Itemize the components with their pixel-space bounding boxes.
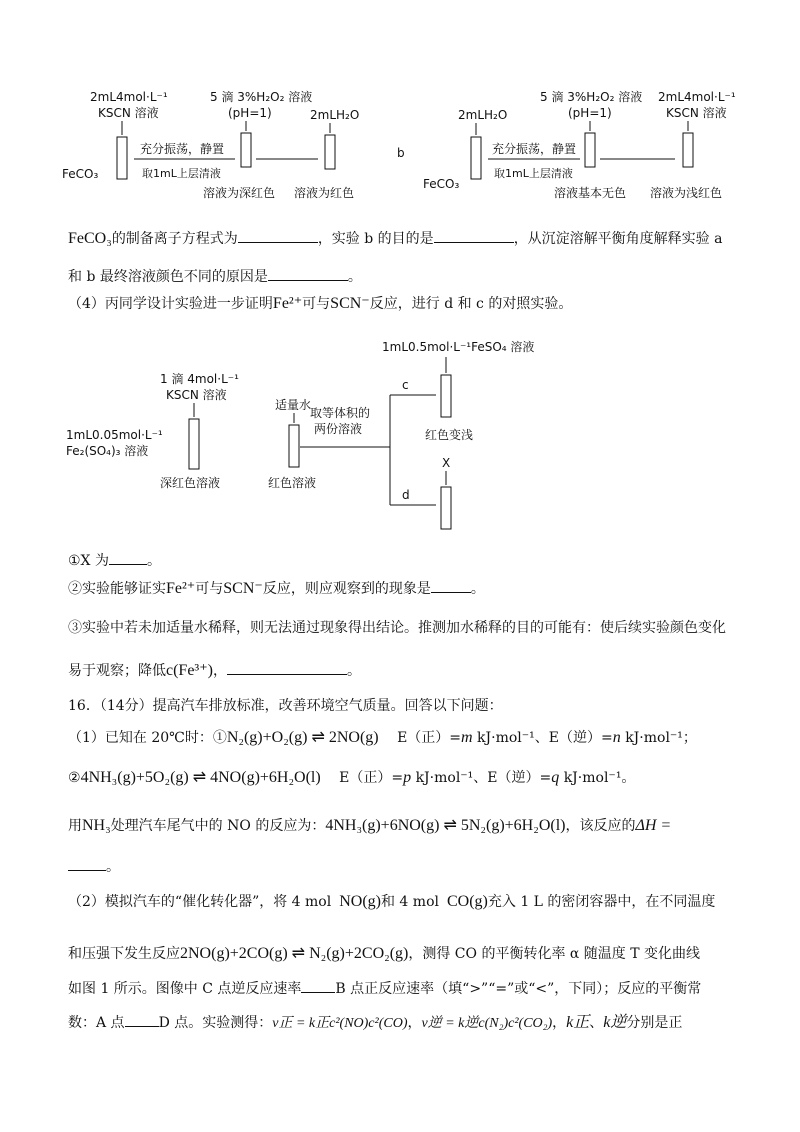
answer-blank[interactable] bbox=[109, 550, 147, 565]
answer-blank[interactable] bbox=[68, 856, 106, 871]
q3-line1: FeCO₃的制备离子方程式为 ，实验 b 的目的是 ，从沉淀溶解平衡角度解释实验 a bbox=[68, 230, 723, 247]
answer-blank[interactable] bbox=[125, 1012, 159, 1027]
left-result1: 溶液为深红色 bbox=[203, 186, 276, 200]
q16-p2: ②4NH₃(g)+5O₂(g) ⇌ 4NO(g)+6H₂O(l) E（正）=p kJ·mol⁻¹、E（逆）=q kJ·mol⁻¹。 bbox=[68, 769, 636, 786]
q4-item3-line1: ③实验中若未加适量水稀释，则无法通过现象得出结论。推测加水稀释的目的可能有：使后续实验颜色变化 bbox=[68, 620, 726, 636]
tube1-label: 深红色溶液 bbox=[160, 476, 221, 490]
label-x: X bbox=[442, 456, 451, 470]
feco3-formula: FeCO₃ bbox=[68, 230, 112, 247]
q16-p3: 用NH₃处理汽车尾气中的 NO 的反应为：4NH₃(g)+6NO(g) ⇌ 5N₂(g)+6H₂O(l)，该反应的ΔH = bbox=[68, 817, 672, 834]
q16-head: 16．（14分）提高汽车排放标准，改善环境空气质量。回答以下问题： bbox=[68, 698, 503, 714]
q4-item1: ①X 为 。 bbox=[68, 550, 161, 571]
right-reagent1: 2mLH₂O bbox=[458, 108, 508, 122]
answer-blank[interactable] bbox=[301, 978, 335, 993]
left-reagent2-line2: (pH=1) bbox=[228, 106, 272, 120]
answer-blank[interactable] bbox=[268, 266, 348, 281]
q16-p7: 如图 1 所示。图像中 C 点逆反应速率 B 点正反应速率（填“>”“=”或“<”，下同）；反应的平衡常 bbox=[68, 978, 701, 999]
split-line2: 两份溶液 bbox=[314, 422, 363, 436]
water-label: 适量水 bbox=[275, 398, 312, 412]
q16-p5: （2）模拟汽车的“催化转化器”，将 4 mol NO(g)和 4 mol CO(g)充入 1 L 的密闭容器中，在不同温度 bbox=[68, 893, 716, 910]
start-solution-line2: Fe₂(SO₄)₃ 溶液 bbox=[66, 444, 149, 458]
start-solution-line1: 1mL0.05mol·L⁻¹ bbox=[66, 428, 163, 442]
right-arrow-bottom: 取1mL上层清液 bbox=[494, 167, 573, 180]
left-reagent1-line2: KSCN 溶液 bbox=[98, 106, 159, 120]
res-c-label: 红色变浅 bbox=[425, 428, 474, 442]
left-reagent2-line1: 5 滴 3%H₂O₂ 溶液 bbox=[210, 90, 313, 104]
right-solid: FeCO₃ bbox=[423, 177, 460, 191]
q16-p6: 和压强下发生反应2NO(g)+2CO(g) ⇌ N₂(g)+2CO₂(g)，测得 CO 的平衡转化率 α 随温度 T 变化曲线 bbox=[68, 945, 701, 962]
left-result2: 溶液为红色 bbox=[294, 186, 355, 200]
tube2-label: 红色溶液 bbox=[268, 476, 317, 490]
label-b: b bbox=[397, 146, 405, 160]
answer-blank[interactable] bbox=[431, 578, 471, 593]
drop-reagent-line1: 1 滴 4mol·L⁻¹ bbox=[160, 372, 239, 386]
answer-blank[interactable] bbox=[238, 228, 318, 243]
q16-p1: （1）已知在 20℃时：①N₂(g)+O₂(g) ⇌ 2NO(g) E（正）=m kJ·mol⁻¹、E（逆）=n kJ·mol⁻¹； bbox=[68, 729, 697, 746]
left-reagent3: 2mLH₂O bbox=[310, 108, 360, 122]
drop-reagent-line2: KSCN 溶液 bbox=[166, 388, 227, 402]
right-reagent3-line1: 2mL4mol·L⁻¹ bbox=[658, 90, 736, 104]
experiment-ab-figure bbox=[60, 85, 750, 205]
left-arrow-top: 充分振荡，静置 bbox=[140, 142, 225, 156]
q4-line: （4）丙同学设计实验进一步证明Fe²⁺可与SCN⁻反应，进行 d 和 c 的对照实验。 bbox=[68, 295, 573, 312]
right-reagent3-line2: KSCN 溶液 bbox=[666, 106, 727, 120]
left-arrow-bottom: 取1mL上层清液 bbox=[142, 167, 221, 180]
q4-item2: ②实验能够证实Fe²⁺可与SCN⁻反应，则应观察到的现象是 。 bbox=[68, 580, 485, 597]
right-reagent2-line1: 5 滴 3%H₂O₂ 溶液 bbox=[540, 90, 643, 104]
q4-item3-line2: 易于观察；降低c(Fe³⁺)， 。 bbox=[68, 662, 361, 679]
right-reagent2-line2: (pH=1) bbox=[568, 106, 612, 120]
left-reagent1-line1: 2mL4mol·L⁻¹ bbox=[90, 90, 168, 104]
experiment-cd-figure bbox=[60, 335, 580, 540]
right-arrow-top: 充分振荡，静置 bbox=[492, 142, 577, 156]
q16-p4: 。 bbox=[68, 856, 120, 877]
right-result1: 溶液基本无色 bbox=[554, 186, 627, 200]
right-result2: 溶液为浅红色 bbox=[650, 186, 723, 200]
label-d: d bbox=[402, 488, 410, 502]
split-line1: 取等体积的 bbox=[310, 406, 371, 420]
q3-line2: 和 b 最终溶液颜色不同的原因是 。 bbox=[68, 266, 362, 287]
feso4-reagent: 1mL0.5mol·L⁻¹FeSO₄ 溶液 bbox=[382, 340, 535, 354]
left-solid: FeCO₃ bbox=[62, 167, 99, 181]
answer-blank[interactable] bbox=[227, 660, 347, 675]
answer-blank[interactable] bbox=[434, 228, 514, 243]
q16-p8: 数：A 点 D 点。实验测得：v正 = k正c²(NO)c²(CO)，v逆 = k逆c(N₂)c²(CO₂)，k正、k逆分别是正 bbox=[68, 1014, 683, 1031]
label-c: c bbox=[402, 378, 409, 392]
